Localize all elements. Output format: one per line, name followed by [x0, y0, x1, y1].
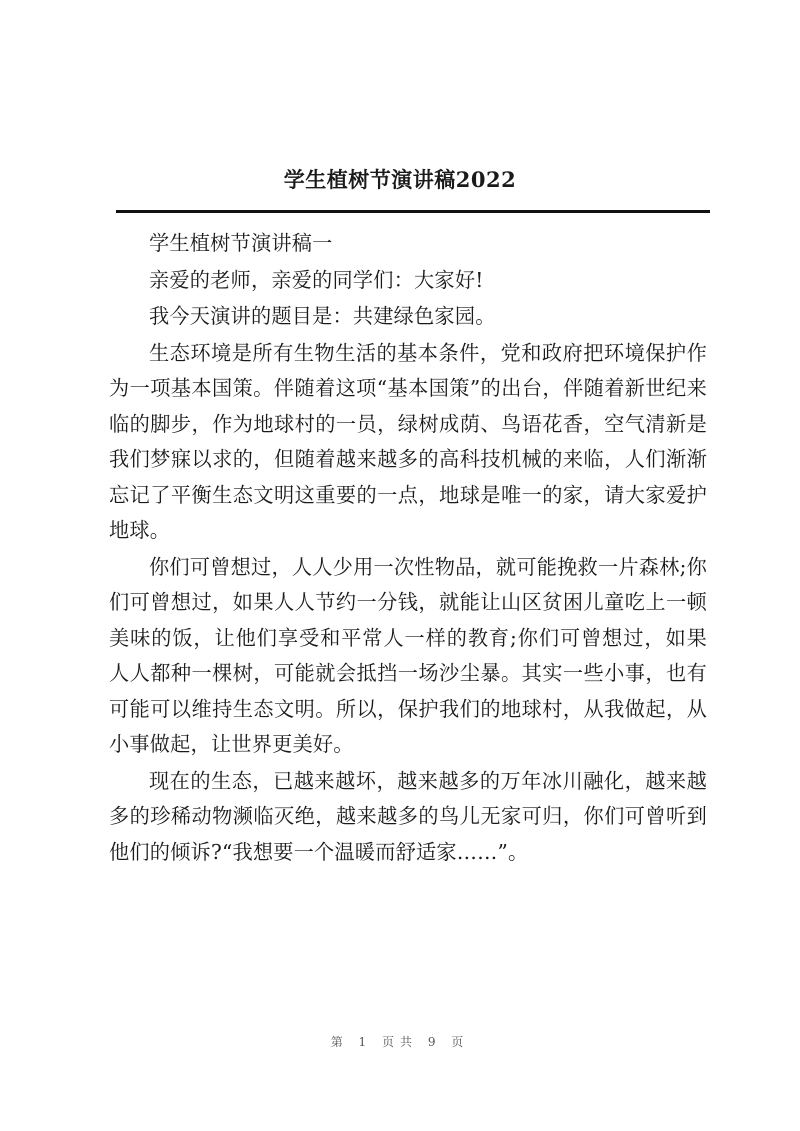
body-paragraph: 生态环境是所有生物生活的基本条件，党和政府把环境保护作为一项基本国策。伴随着这项“基本国策”的出台，伴随着新世纪来临的脚步，作为地球村的一员，绿树成荫、鸟语花香，空气清新是我们梦寐以求的，但随着越来越多的高科技机械的来临，人们渐渐忘记了平衡生态文明这重要的一点，地球是唯一的家，请大家爱护地球。	[109, 340, 707, 542]
page-number-footer: 第 1 页共 9 页	[330, 1035, 470, 1049]
page-title: 学生植树节演讲稿2022	[283, 167, 517, 192]
document-body	[109, 226, 707, 871]
body-paragraph: 现在的生态，已越来越坏，越来越多的万年冰川融化，越来越多的珍稀动物濒临灭绝，越来越多的鸟儿无家可归，你们可曾听到他们的倾诉?“我想要一个温暖而舒适家……”。	[109, 768, 707, 864]
body-paragraph: 你们可曾想过，人人少用一次性物品，就可能挽救一片森林;你们可曾想过，如果人人节约一分钱，就能让山区贫困儿童吃上一顿美味的饭，让他们享受和平常人一样的教育;你们可曾想过，如果人人都种一棵树，可能就会抵挡一场沙尘暴。其实一些小事，也有可能可以维持生态文明。所以，保护我们的地球村，从我做起，从小事做起，让世界更美好。	[109, 554, 707, 756]
title-divider	[116, 210, 710, 213]
topic-paragraph: 我今天演讲的题目是：共建绿色家园。	[149, 304, 496, 328]
subtitle-paragraph: 学生植树节演讲稿一	[149, 231, 333, 255]
greeting-paragraph: 亲爱的老师，亲爱的同学们：大家好!	[149, 267, 484, 292]
